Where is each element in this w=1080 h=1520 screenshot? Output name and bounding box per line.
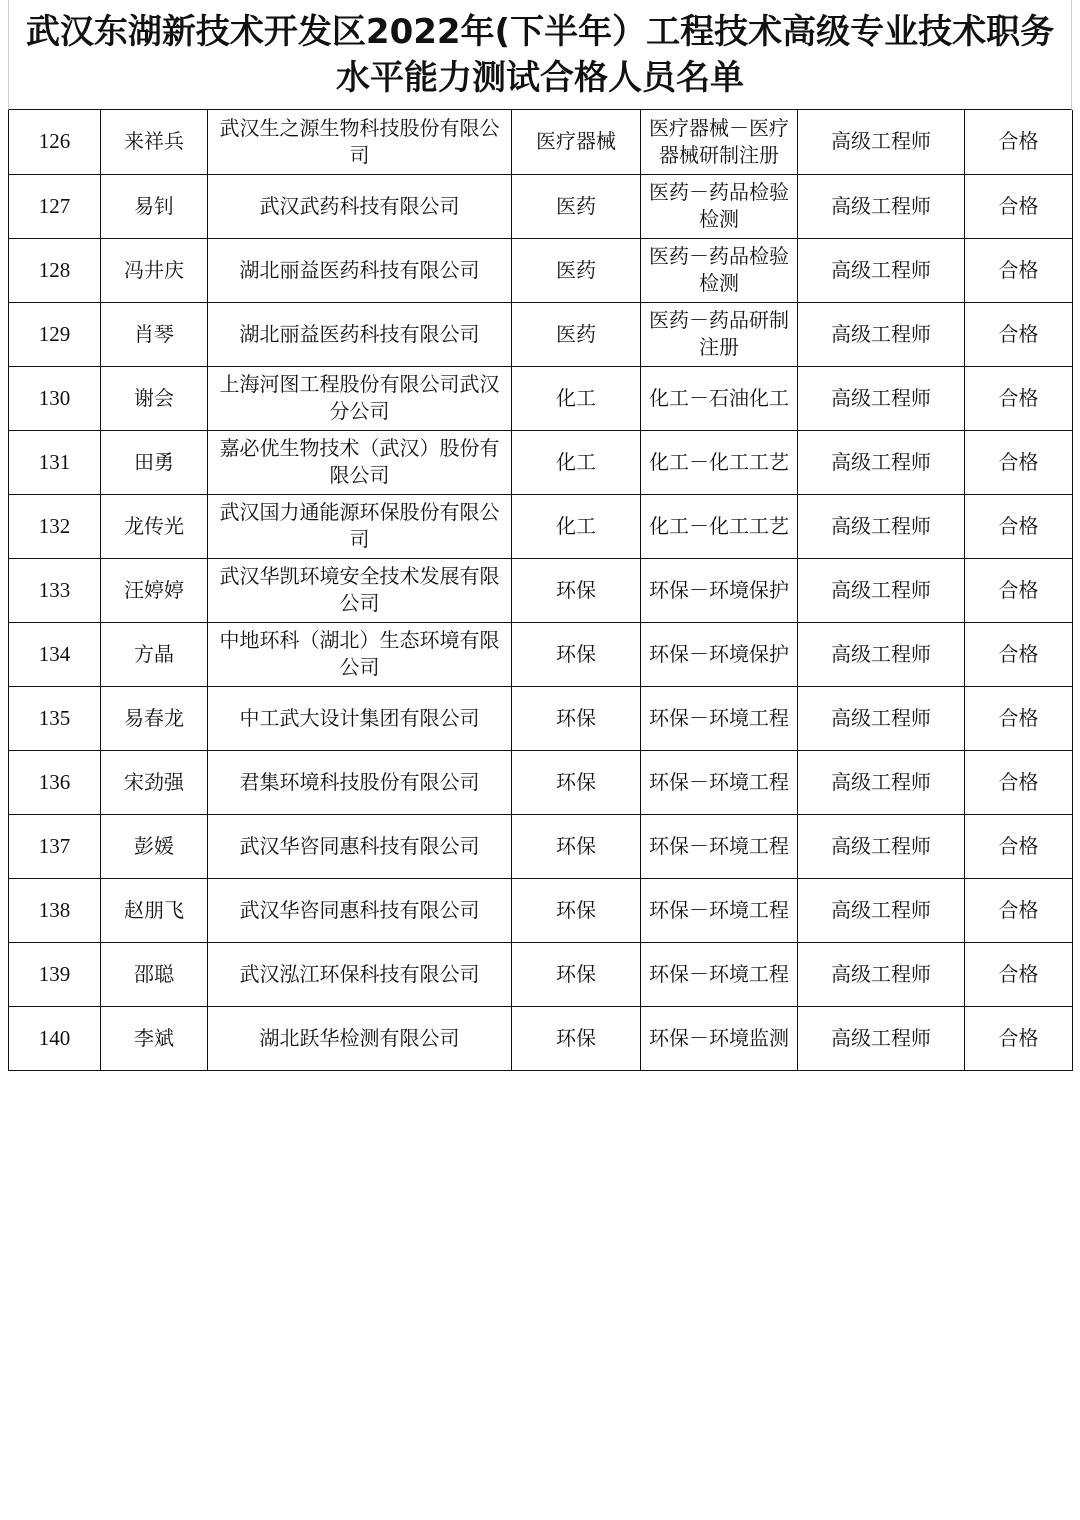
cell-level: 高级工程师 (798, 622, 965, 686)
cell-number: 139 (9, 942, 101, 1006)
cell-level: 高级工程师 (798, 942, 965, 1006)
table-row (9, 878, 1073, 942)
cell-name: 彭媛 (101, 814, 208, 878)
cell-number: 136 (9, 750, 101, 814)
cell-company: 上海河图工程股份有限公司武汉分公司 (208, 366, 512, 430)
cell-result: 合格 (965, 814, 1073, 878)
cell-number: 137 (9, 814, 101, 878)
cell-company: 嘉必优生物技术（武汉）股份有限公司 (208, 430, 512, 494)
cell-field: 环保 (512, 942, 641, 1006)
cell-level: 高级工程师 (798, 238, 965, 302)
cell-result: 合格 (965, 494, 1073, 558)
cell-field: 环保 (512, 686, 641, 750)
cell-name: 来祥兵 (101, 110, 208, 174)
cell-field: 医疗器械 (512, 110, 641, 174)
cell-specialty: 环保－环境工程 (641, 750, 798, 814)
title-line-2: 水平能力测试合格人员名单 (335, 57, 744, 98)
cell-name: 宋劲强 (101, 750, 208, 814)
cell-name: 肖琴 (101, 302, 208, 366)
cell-field: 化工 (512, 430, 641, 494)
cell-level: 高级工程师 (798, 686, 965, 750)
cell-number: 127 (9, 174, 101, 238)
cell-field: 环保 (512, 1006, 641, 1070)
cell-name: 赵朋飞 (101, 878, 208, 942)
table-row (9, 558, 1073, 622)
cell-field: 医药 (512, 238, 641, 302)
table-row (9, 1006, 1073, 1070)
cell-specialty: 环保－环境工程 (641, 814, 798, 878)
cell-company: 武汉华凯环境安全技术发展有限公司 (208, 558, 512, 622)
cell-company: 武汉武药科技有限公司 (208, 174, 512, 238)
table-row (9, 686, 1073, 750)
cell-number: 135 (9, 686, 101, 750)
cell-company: 中工武大设计集团有限公司 (208, 686, 512, 750)
cell-field: 医药 (512, 302, 641, 366)
cell-field: 环保 (512, 878, 641, 942)
cell-specialty: 化工－化工工艺 (641, 494, 798, 558)
cell-level: 高级工程师 (798, 174, 965, 238)
cell-result: 合格 (965, 942, 1073, 1006)
table-row (9, 622, 1073, 686)
cell-name: 易钊 (101, 174, 208, 238)
cell-field: 环保 (512, 814, 641, 878)
cell-company: 武汉华咨同惠科技有限公司 (208, 814, 512, 878)
cell-level: 高级工程师 (798, 494, 965, 558)
cell-specialty: 环保－环境工程 (641, 686, 798, 750)
cell-result: 合格 (965, 686, 1073, 750)
cell-level: 高级工程师 (798, 366, 965, 430)
cell-level: 高级工程师 (798, 110, 965, 174)
cell-name: 李斌 (101, 1006, 208, 1070)
cell-field: 化工 (512, 494, 641, 558)
cell-field: 环保 (512, 558, 641, 622)
cell-specialty: 医药－药品检验检测 (641, 238, 798, 302)
cell-field: 化工 (512, 366, 641, 430)
cell-field: 环保 (512, 622, 641, 686)
cell-company: 湖北丽益医药科技有限公司 (208, 238, 512, 302)
cell-result: 合格 (965, 622, 1073, 686)
cell-number: 129 (9, 302, 101, 366)
table-row (9, 110, 1073, 174)
cell-field: 环保 (512, 750, 641, 814)
cell-number: 126 (9, 110, 101, 174)
qualified-personnel-table (8, 110, 1073, 1071)
cell-specialty: 化工－石油化工 (641, 366, 798, 430)
cell-number: 138 (9, 878, 101, 942)
cell-level: 高级工程师 (798, 750, 965, 814)
cell-name: 田勇 (101, 430, 208, 494)
cell-level: 高级工程师 (798, 878, 965, 942)
table-row (9, 814, 1073, 878)
cell-result: 合格 (965, 174, 1073, 238)
cell-result: 合格 (965, 302, 1073, 366)
cell-specialty: 环保－环境监测 (641, 1006, 798, 1070)
page-title (20, 9, 1060, 101)
cell-specialty: 环保－环境保护 (641, 622, 798, 686)
table-row (9, 302, 1073, 366)
cell-level: 高级工程师 (798, 558, 965, 622)
table-row (9, 174, 1073, 238)
cell-result: 合格 (965, 430, 1073, 494)
cell-number: 134 (9, 622, 101, 686)
cell-specialty: 化工－化工工艺 (641, 430, 798, 494)
table-row (9, 430, 1073, 494)
cell-specialty: 医药－药品检验检测 (641, 174, 798, 238)
cell-specialty: 医药－药品研制注册 (641, 302, 798, 366)
cell-company: 武汉生之源生物科技股份有限公司 (208, 110, 512, 174)
cell-specialty: 环保－环境工程 (641, 878, 798, 942)
cell-name: 方晶 (101, 622, 208, 686)
cell-company: 中地环科（湖北）生态环境有限公司 (208, 622, 512, 686)
table-row (9, 942, 1073, 1006)
cell-result: 合格 (965, 110, 1073, 174)
cell-number: 130 (9, 366, 101, 430)
cell-result: 合格 (965, 878, 1073, 942)
cell-level: 高级工程师 (798, 430, 965, 494)
cell-specialty: 医疗器械－医疗器械研制注册 (641, 110, 798, 174)
table-row (9, 494, 1073, 558)
cell-name: 谢会 (101, 366, 208, 430)
cell-company: 君集环境科技股份有限公司 (208, 750, 512, 814)
cell-specialty: 环保－环境工程 (641, 942, 798, 1006)
cell-result: 合格 (965, 1006, 1073, 1070)
table-row (9, 750, 1073, 814)
cell-level: 高级工程师 (798, 302, 965, 366)
title-line-1: 武汉东湖新技术开发区2022年(下半年）工程技术高级专业技术职务 (25, 11, 1055, 52)
cell-number: 140 (9, 1006, 101, 1070)
cell-name: 易春龙 (101, 686, 208, 750)
cell-result: 合格 (965, 750, 1073, 814)
cell-company: 武汉泓江环保科技有限公司 (208, 942, 512, 1006)
cell-number: 132 (9, 494, 101, 558)
title-block (8, 0, 1072, 110)
cell-number: 133 (9, 558, 101, 622)
cell-specialty: 环保－环境保护 (641, 558, 798, 622)
document-sheet (8, 0, 1072, 1071)
cell-number: 128 (9, 238, 101, 302)
table-row (9, 238, 1073, 302)
cell-field: 医药 (512, 174, 641, 238)
cell-result: 合格 (965, 558, 1073, 622)
cell-name: 龙传光 (101, 494, 208, 558)
cell-result: 合格 (965, 366, 1073, 430)
cell-company: 武汉华咨同惠科技有限公司 (208, 878, 512, 942)
cell-company: 湖北跃华检测有限公司 (208, 1006, 512, 1070)
cell-number: 131 (9, 430, 101, 494)
cell-name: 汪婷婷 (101, 558, 208, 622)
cell-name: 邵聪 (101, 942, 208, 1006)
table-body (9, 110, 1073, 1070)
cell-company: 武汉国力通能源环保股份有限公司 (208, 494, 512, 558)
cell-level: 高级工程师 (798, 1006, 965, 1070)
cell-result: 合格 (965, 238, 1073, 302)
cell-company: 湖北丽益医药科技有限公司 (208, 302, 512, 366)
cell-level: 高级工程师 (798, 814, 965, 878)
cell-name: 冯井庆 (101, 238, 208, 302)
table-row (9, 366, 1073, 430)
